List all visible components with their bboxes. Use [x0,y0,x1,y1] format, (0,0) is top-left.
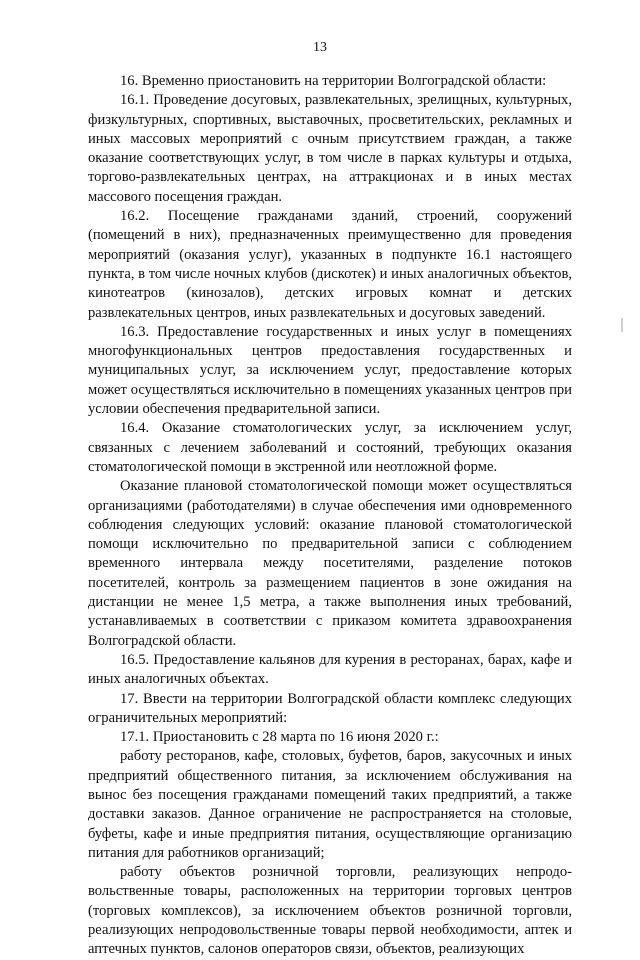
document-body [88,72,572,960]
scan-mark [621,318,623,332]
page-number: 13 [313,40,327,55]
paragraph-17: 17. Ввести на территории Волгоградской области комплекс следующих ограничительных мероприятий: [88,690,572,726]
paragraph-16-2: 16.2. Посещение гражданами зданий, строений, сооружений (помещений в них), предназначенных преимущественно для проведения мероприятий (оказания услуг), указанных в подпункте 16.1 настоящего пункта, в том числе ночных клубов (дискотек) и иных аналогичных объектов, кинотеатров (кинозалов), детских игровых комнат и детских развлекательных центров, иных развлекательных и досуговых заведений. [88,208,572,321]
paragraph-16: 16. Временно приостановить на территории Волгоградской области: [120,73,547,89]
paragraph-17-1-retail: работу объектов розничной торговли, реализующих непродовольственные товары, расположенных на территории торговых центров (торговых комплексов), за исключением объектов розничной торговли, реализующих непродовольственные товары первой необходимости, аптек и аптечных пунктов, салонов операторов связи, объектов, реализующих [88,864,572,958]
paragraph-16-5: 16.5. Предоставление кальянов для курения в ресторанах, барах, кафе и иных аналогичных объектах. [88,651,572,688]
paragraph-16-4: 16.4. Оказание стоматологических услуг, за исключением услуг, связанных с лечением заболеваний и состояний, требующих оказания стоматологической помощи в экстренной или неотложной форме. [88,420,572,475]
paragraph-16-1: 16.1. Проведение досуговых, развлекательных, зрелищных, культурных, физкультурных, спортивных, выставочных, просветительских, рекламных и иных массовых мероприятий с очным присутствием граждан, а также оказание соответствующих услуг, в том числе в парках культуры и отдыха, торгово-развлекательных центрах, на аттракционах и в иных местах массового посещения граждан. [88,92,572,205]
paragraph-17-1-catering: работу ресторанов, кафе, столовых, буфетов, баров, закусочных и иных предприятий общественного питания, за исключением обслуживания на вынос без посещения гражданами помещений таких предприятий, а также доставки заказов. Данное ограничение не распространяется на столовые, буфеты, кафе и иные предприятия питания, осуществляющие организацию питания для работников организаций; [88,748,572,861]
paragraph-16-4-planned-care: Оказание плановой стоматологической помощи может осуществляться организациями (работодателями) в случае обеспечения ими одновременного соблюдения следующих условий: оказание плановой стоматологической помощи исключительно по предварительной записи с соблюдением временного интервала между посетителями, разделение потоков посетителей, контроль за размещением пациентов в зоне ожидания на дистанции не менее 1,5 метра, а также выполнения иных требований, устанавливаемых в соответствии с приказом комитета здравоохранения Волгоградской области. [88,478,572,649]
paragraph-16-3: 16.3. Предоставление государственных и иных услуг в помещениях многофункциональных центров предоставления государственных и муниципальных услуг, за исключением услуг, предоставление которых может осуществляться исключительно в помещениях указанных центров при условии обеспечения предварительной записи. [88,323,572,418]
paragraph-17-1: 17.1. Приостановить с 28 марта по 16 июня 2020 г.: [120,729,439,746]
